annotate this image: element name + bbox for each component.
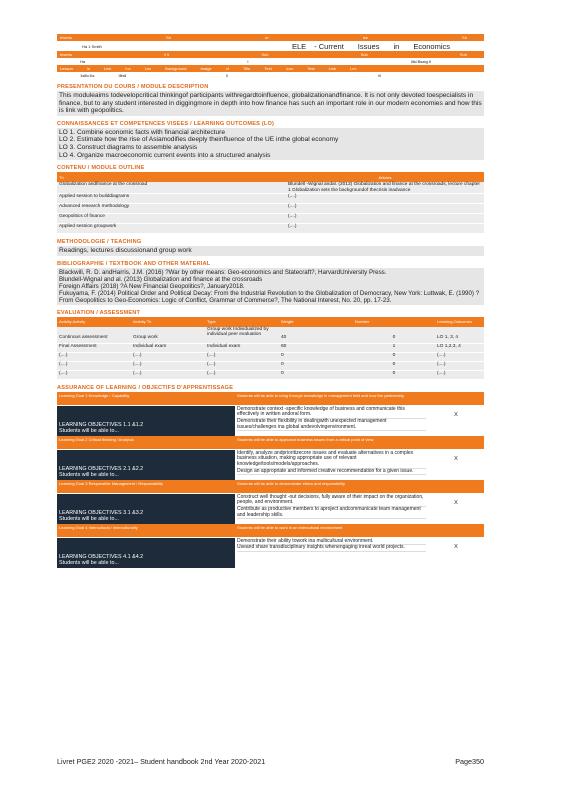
footer-handbook: Livret PGE2 2020 -2021– Student handbook 2nd Year 2020-2021 [57,757,266,766]
aol-check-mark: X [454,411,458,418]
header-bar-label: Ins [125,66,131,71]
eval-cell: (....) [57,352,131,361]
header-row4-left: 1stllc1ts [80,73,95,78]
aol-check-mark: X [454,543,458,550]
aol-objective-item: Design an appropriate and informed creative recommendation for a given issue. [237,469,426,476]
bibliography-item: Blackwill, R. D. andHarris, J.M. (2016) ?War by other means: Geo-economics and Statecraft?, HarvardUniversity Press. [59,268,387,276]
aol-goal-title: Learning Goal 3 Responsible Management / Responsibility [57,480,235,493]
eval-cell: LO 1,2,3, 4 [435,343,484,352]
aol-objective-block [57,450,484,480]
aol-goal-desc: Students will be able to approach business issues from a critical point of view [235,436,428,449]
header-bar-label: Inserts [60,52,73,57]
header-row-3 [57,58,484,65]
header-row3-right: Illsi.Bsatg.Il [410,59,431,64]
course-sheet [57,34,484,568]
header-row4-b: Il [226,73,229,78]
eval-cell: (....) [57,361,131,370]
course-title-3: in [393,41,400,51]
eval-cell: 0 [353,370,435,379]
course-title-4: Economics [413,41,450,51]
eval-cell: 60 [279,343,353,352]
eval-cell: LO 1, 3, 4 [435,327,484,344]
eval-cell: (....) [57,370,131,379]
aol-goal-header [57,524,484,537]
eval-cell: Continous assessment [57,327,131,344]
outline-heading: CONTENU / MODULE OUTLINE [57,165,145,172]
bibliography-list [57,268,484,305]
eval-cell: Individual exam [205,343,279,352]
eval-cell: (....) [435,370,484,379]
table-row [57,213,484,223]
outline-table [57,172,484,234]
eval-cell: (....) [435,361,484,370]
eval-cell: 0 [353,352,435,361]
aol-objective-sub: Students will be able to... [59,471,119,478]
header-bar-label: Link [104,66,112,71]
header-bar-label: la [86,66,91,71]
aol-goal-title: Learning Goal 1 Knowledge / Capability [57,392,235,405]
outline-ref: (....) [286,193,484,203]
header-bar-1 [57,34,484,41]
header-bar-label: Background [165,66,187,71]
lo-item: LO 3. Construct diagrams to assemble analysis [59,143,198,151]
table-row [57,343,484,352]
course-title-1: - Current [314,41,344,51]
header-row3-left: Ha [80,59,86,64]
table-row [57,352,484,361]
aol-objective-item: Demonstrate context -specific knowledge of business and communicate this effectively in written andoral form. [237,407,426,419]
header-bar-label: Les [144,66,152,71]
outline-ref: Blundell -Wignal andal. (2013) Globalization and finance at the crossroads, lecture chapter 1 Globalization sets the backgroundof thecrisis inadvance [286,182,484,193]
eval-cell: (....) [435,352,484,361]
header-bar-label: Title [243,66,251,71]
course-title-2: Issues [357,41,380,51]
aol-goal-header [57,392,484,405]
aol-objective-item: Demonstrate their flexibility in dealingwith unexpected management issues/challenges ina global andevolvingenvironment. [237,419,426,431]
page-footer [57,757,484,766]
aol-goal-extra [428,392,484,405]
aol-goal-desc: Students will be able to work in an intercultural environment [235,524,428,537]
aol-objective-block [57,538,484,568]
table-row [57,193,484,203]
header-bar-label: Image [200,66,212,71]
aol-objective-item: Construct well thought -out decisions, fully aware of their impact on the organization, people, and environment. [237,495,426,507]
outline-col-topic: Th [57,172,286,182]
header-bar-label: Ise [362,35,368,40]
eval-cell: Individual exam [131,343,205,352]
eval-cell: (....) [205,370,279,379]
header-bar-label: Link [328,66,337,71]
outline-col-articles: Articles [286,172,484,182]
outline-ref: (....) [286,213,484,223]
header-bar-label: Sub [261,52,269,57]
aol-objective-sub: Students will be able to... [59,515,119,522]
header-bar-label: Sub [459,52,467,57]
eval-col: Activity Th [131,317,205,327]
header-bar-label: Text [307,66,315,71]
eval-cell: 1 [353,343,435,352]
aol-heading: ASSURANCE OF LEARNING / OBJECTIFS D'APPRENTISSAGE [57,384,234,391]
aol-objective-sub: Students will be able to... [59,427,119,434]
learning-outcomes-list [57,128,484,160]
eval-cell: Final Assessment [57,343,131,352]
aol-objective-title: LEARNING OBJECTIVES 2.1 &2.2 [59,465,144,472]
evaluation-table [57,317,484,380]
eval-cell: (....) [131,361,205,370]
aol-objective-sub: Students will be able to... [59,559,119,566]
aol-objective-label [57,494,235,524]
header-row3-mid: I [247,59,249,64]
eval-col: Activity Activity [57,317,131,327]
outline-ref: (....) [286,223,484,233]
bibliography-item: Foreign Affairs (2018) ?A New Financial Geopolitics?, January2018. [59,282,245,290]
aol-objective-items [235,538,428,568]
header-bar-label: Sh [462,35,467,40]
aol-goal-header [57,480,484,493]
bibliography-item: Blundell-Wignal and al. (2013) Globalization and finance at the crossroads [59,275,263,283]
eval-col: Learning Outcomes [435,317,484,327]
outline-ref: (....) [286,203,484,213]
aol-objective-items [235,450,428,480]
header-bar-2 [57,51,484,58]
aol-objective-item: Demonstrate their ability towork ina multicultural environment. [237,539,426,546]
table-row [57,203,484,213]
header-bar-label: Sh [166,35,172,40]
eval-cell: 0 [353,361,435,370]
competences-heading: CONNAISSANCES ET COMPETENCES VISEES / LEARNING OUTCOMES (LO) [57,120,275,127]
header-row-4 [57,72,484,79]
aol-goal-title: Learning Goal 4 Intercultural / Interculturality [57,524,235,537]
header-bar-label: Lev [350,66,357,71]
eval-cell: 40 [279,327,353,344]
aol-objective-item: Identify, analyze andprioritizecore issues and evaluate alternatives in a complex business situation, making appropriate use of relevant knowledge/tools/models/approaches. [237,451,426,469]
header-bar-label: Sub [360,52,368,57]
aol-objective-items [235,494,428,524]
aol-objective-label [57,406,235,436]
aol-objective-block [57,406,484,436]
evaluation-heading: EVALUATION / ASSESSMENT [57,309,141,316]
table-row [57,361,484,370]
aol-objective-label [57,450,235,480]
table-row [57,327,484,344]
eval-col: Type [205,317,279,327]
eval-cell: Group work [131,327,205,344]
aol-objective-label [57,538,235,568]
eval-cell: (....) [131,370,205,379]
header-bar-label: m [265,35,269,40]
aol-objective-title: LEARNING OBJECTIVES 3.1 &3.2 [59,509,144,516]
aol-objective-item: Contribute as productive members to aproject andcommunicate team management and leadership skills. [237,507,426,519]
outline-topic: Geopolitics of finance [57,213,286,223]
outline-topic: Globalization andfinance at the crossroad [57,182,286,193]
aol-goal-extra [428,480,484,493]
aol-goal-desc: Students will be able to demonstrate ethics and responsibility [235,480,428,493]
eval-col: Number [353,317,435,327]
methodology-heading: METHODOLOGIE / TEACHING [57,238,142,245]
header-bar-label: Lesson [60,66,73,71]
aol-check-mark: X [454,499,458,506]
aol-goal-desc: Students will be able to bring through knowledge in management field and how the partnership [235,392,428,405]
lo-item: LO 4. Organize macroeconomic current events into a structured analysis [59,151,271,159]
table-row [57,182,484,193]
aol-goal-title: Learning Goal 2 Critical thinking / Analysis [57,436,235,449]
aol-section [57,392,484,568]
aol-objective-item: Useand share transdisciplinary insights whenengaging inreal world projects. [237,545,426,552]
header-row4-c: Iil [378,73,382,78]
bibliography-heading: BIBLIOGRAPHIE / TEXTBOOK AND OTHER MATERIAL [57,260,211,267]
eval-cell: 0 [279,361,353,370]
bibliography-item: Fukuyama, F. (2014) Political Order and Political Decay: From the Industrial Revolution to the Globalization of Democracy, New York: Luttwak, E. (1990) ?From Geopolitics to Geo-Economics: Logic of Conflict, Grammar of Commerce?, The National Interest, No. 20, pp. 17-23. [59,289,480,304]
eval-cell: Group work Individualized by individual peer evaluation [205,327,279,344]
course-code: ELE [292,41,307,51]
lo-item: LO 2. Estimate how the rise of Asiamodifies deeply theinfluence of the UE inthe global economy [59,136,339,144]
eval-cell: (....) [131,352,205,361]
eval-cell: 0 [279,370,353,379]
aol-objective-title: LEARNING OBJECTIVES 4.1 &4.2 [59,553,144,560]
eval-col: Weight [279,317,353,327]
header-bar-label: Text [264,66,272,71]
outline-topic: Applied session to builddiagrams [57,193,286,203]
methodology-text: Readings, lectures discussionand group work [57,246,484,256]
header-bar-label: Il ti [164,52,170,57]
aol-objective-block [57,494,484,524]
aol-objective-title: LEARNING OBJECTIVES 1.1 &1.2 [59,421,144,428]
aol-goal-header [57,436,484,449]
presentation-heading: PRESENTATION DU COURS / MODULE DESCRIPTION [57,84,209,90]
eval-cell: 0 [353,327,435,344]
header-meta-left: Ha 1 Smith [82,43,102,49]
aol-goal-extra [428,524,484,537]
page-number: Page350 [455,757,484,766]
table-row [57,223,484,233]
outline-topic: Applied session groupwork [57,223,286,233]
title-row [57,41,484,51]
eval-cell: 0 [279,352,353,361]
header-bar-label: Inserts [60,35,73,40]
header-row4-a: Illtsll [118,73,127,78]
eval-cell: (....) [205,361,279,370]
lo-item: LO 1. Combine economic facts with financial architecture [59,128,226,136]
table-row [57,370,484,379]
header-bar-label: of [225,66,229,71]
outline-topic: Advanced research methodology [57,203,286,213]
header-bar-label: Icon [285,66,294,71]
aol-goal-extra [428,436,484,449]
aol-check-mark: X [454,455,458,462]
aol-objective-items [235,406,428,436]
presentation-text: This moduleaims todevelopcritical thinkingof participants withregardtoinfluence, globalizationandfinance. It is not only devoted toespecialists in finance, but to any student interested in diggingmore in depth into how finance has such an important role in our modern economies and how this is link with geopolitics. [57,91,484,116]
eval-cell: (....) [205,352,279,361]
header-bar-3 [57,65,484,72]
